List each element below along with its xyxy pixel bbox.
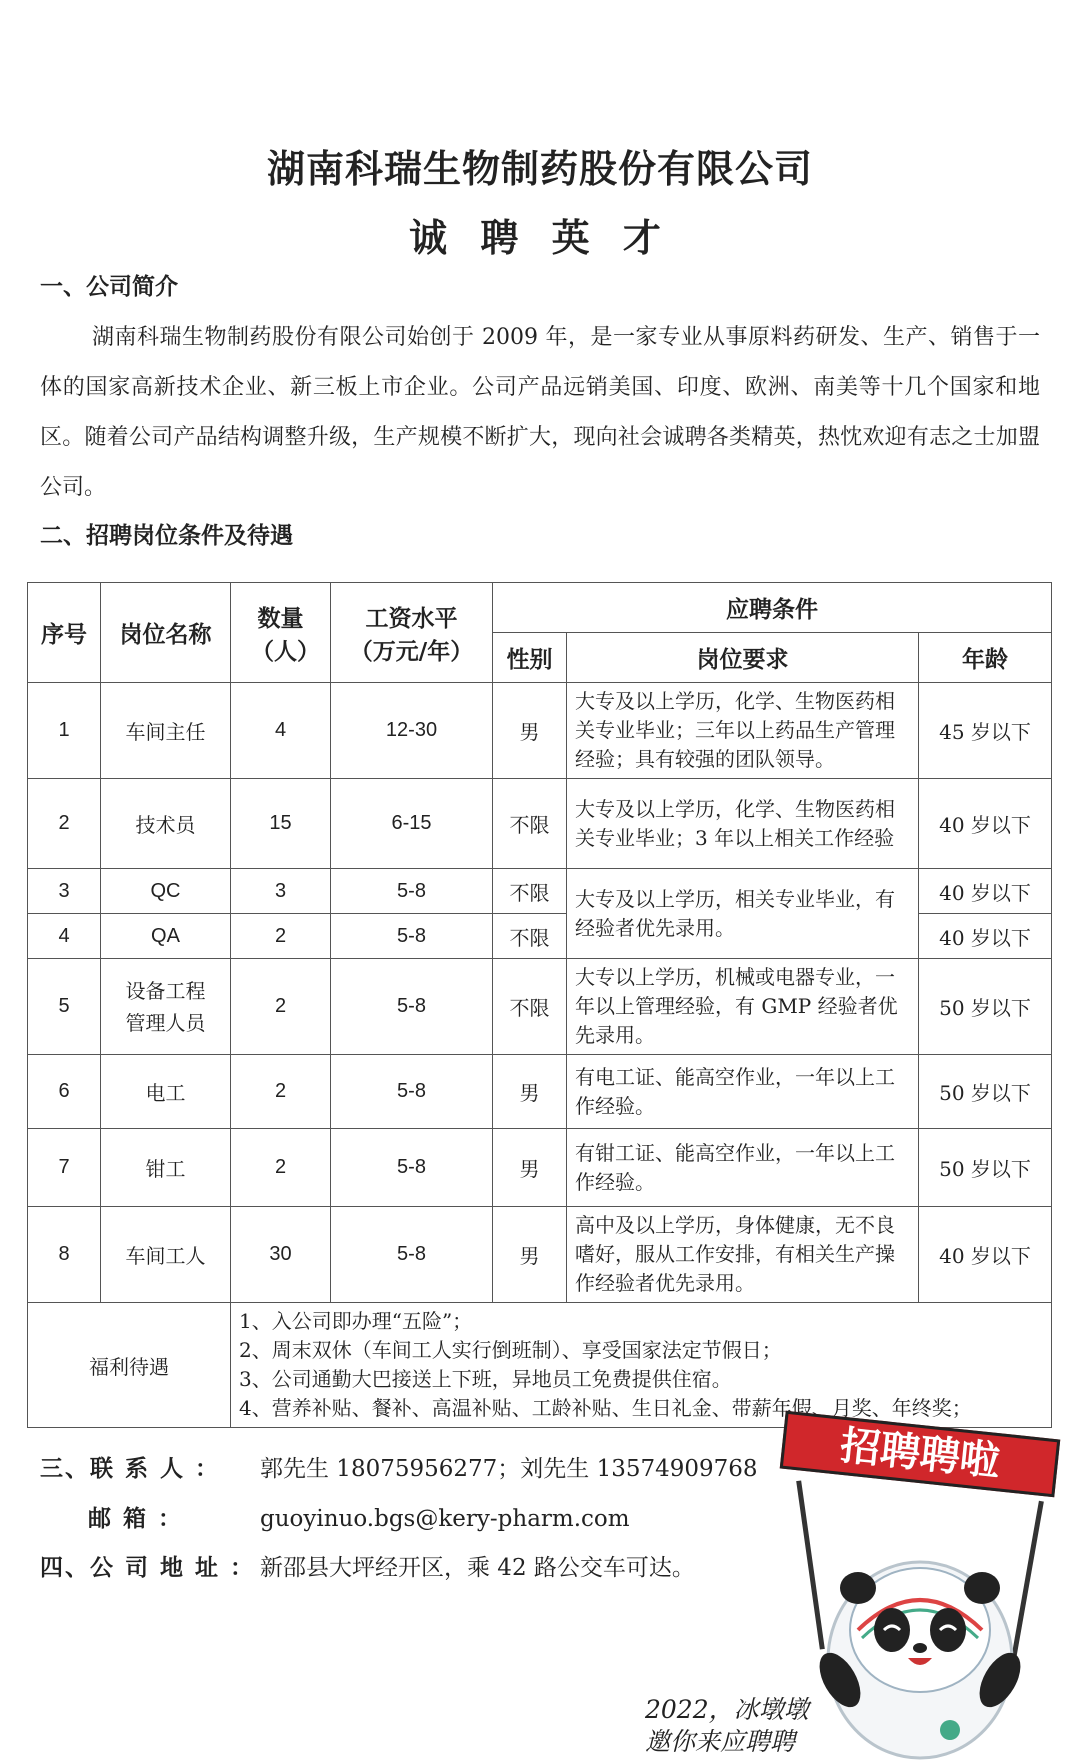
company-address (40, 1549, 695, 1582)
row-index: 1 (28, 683, 101, 779)
row-gender: 男 (493, 683, 567, 779)
jobs-table (27, 582, 1052, 1428)
row-position: QC (101, 869, 231, 914)
row-quantity: 2 (231, 1055, 331, 1129)
col-requirements-header: 岗位要求 (567, 633, 919, 683)
row-requirements: 有电工证、能高空作业，一年以上工作经验。 (567, 1055, 919, 1129)
contact-person-label: 三、联 系 人 ： (40, 1456, 221, 1482)
welfare-row (28, 1303, 1052, 1428)
table-row (28, 869, 1052, 914)
row-quantity: 3 (231, 869, 331, 914)
row-position: 设备工程管理人员 (101, 959, 231, 1055)
table-row (28, 1055, 1052, 1129)
row-gender: 男 (493, 1129, 567, 1207)
row-salary: 5-8 (331, 1129, 493, 1207)
welfare-label: 福利待遇 (28, 1303, 231, 1428)
row-salary: 5-8 (331, 914, 493, 959)
col-position-header: 岗位名称 (101, 583, 231, 683)
row-age: 40 岁以下 (919, 914, 1052, 959)
table-row (28, 1207, 1052, 1303)
row-quantity: 2 (231, 1129, 331, 1207)
col-salary-header: 工资水平（万元/年） (331, 583, 493, 683)
row-index: 3 (28, 869, 101, 914)
row-salary: 6-15 (331, 779, 493, 869)
row-gender: 男 (493, 1055, 567, 1129)
table-row (28, 959, 1052, 1055)
row-position: 钳工 (101, 1129, 231, 1207)
row-quantity: 2 (231, 959, 331, 1055)
row-gender: 不限 (493, 914, 567, 959)
row-age: 50 岁以下 (919, 1055, 1052, 1129)
col-quantity-header: 数量（人） (231, 583, 331, 683)
row-position: QA (101, 914, 231, 959)
panda-mascot-icon (800, 1530, 1040, 1762)
col-age-header: 年龄 (919, 633, 1052, 683)
intro-heading: 一、公司简介 (40, 274, 178, 300)
welfare-item: 1、入公司即办理“五险”； (239, 1309, 473, 1333)
row-requirements: 有钳工证、能高空作业，一年以上工作经验。 (567, 1129, 919, 1207)
row-index: 2 (28, 779, 101, 869)
mascot-caption-line2: 邀你来应聘聘 (645, 1727, 796, 1756)
row-index: 7 (28, 1129, 101, 1207)
address-label: 四、公 司 地 址 ： (40, 1555, 256, 1581)
recruitment-slogan: 诚 聘 英 才 (409, 216, 671, 260)
row-quantity: 30 (231, 1207, 331, 1303)
row-salary: 5-8 (331, 1207, 493, 1303)
welfare-item: 3、公司通勤大巴接送上下班，异地员工免费提供住宿。 (239, 1367, 732, 1391)
row-requirements: 大专及以上学历，化学、生物医药相关专业毕业；三年以上药品生产管理经验；具有较强的团队领导。 (567, 683, 919, 779)
intro-text: 湖南科瑞生物制药股份有限公司始创于 2009 年，是一家专业从事原料药研发、生产、销售于一体的国家高新技术企业、新三板上市企业。公司产品远销美国、印度、欧洲、南美等十几个国家和地区。随着公司产品结构调整升级，生产规模不断扩大，现向社会诚聘各类精英，热忱欢迎有志之士加盟公司。 (40, 325, 1040, 500)
row-age: 50 岁以下 (919, 1129, 1052, 1207)
row-age: 45 岁以下 (919, 683, 1052, 779)
recruit-sign: 招聘聘啦 (780, 1411, 1061, 1498)
contact-email-value[interactable]: guoyinuo.bgs@kery-pharm.com (260, 1506, 630, 1532)
table-row (28, 683, 1052, 779)
row-quantity: 15 (231, 779, 331, 869)
address-value: 新邵县大坪经开区，乘 42 路公交车可达。 (260, 1555, 695, 1581)
row-gender: 不限 (493, 869, 567, 914)
row-quantity: 4 (231, 683, 331, 779)
row-position: 技术员 (101, 779, 231, 869)
contact-person-value: 郭先生 18075956277；刘先生 13574909768 (260, 1456, 758, 1482)
jobs-heading: 二、招聘岗位条件及待遇 (40, 523, 293, 549)
welfare-list (231, 1303, 1052, 1428)
row-quantity: 2 (231, 914, 331, 959)
row-salary: 5-8 (331, 1055, 493, 1129)
row-age: 40 岁以下 (919, 869, 1052, 914)
row-index: 5 (28, 959, 101, 1055)
col-requirements-group-header: 应聘条件 (493, 583, 1052, 633)
row-salary: 12-30 (331, 683, 493, 779)
contact-person (40, 1450, 758, 1483)
row-index: 4 (28, 914, 101, 959)
col-gender-header: 性别 (493, 633, 567, 683)
row-index: 6 (28, 1055, 101, 1129)
row-position: 车间工人 (101, 1207, 231, 1303)
row-age: 50 岁以下 (919, 959, 1052, 1055)
row-position: 车间主任 (101, 683, 231, 779)
table-row (28, 779, 1052, 869)
row-requirements: 高中及以上学历，身体健康，无不良嗜好，服从工作安排，有相关生产操作经验者优先录用。 (567, 1207, 919, 1303)
contact-email-label: 邮 箱 ： (88, 1506, 184, 1532)
row-requirements: 大专及以上学历，相关专业毕业，有经验者优先录用。 (567, 869, 919, 959)
row-salary: 5-8 (331, 869, 493, 914)
welfare-item: 4、营养补贴、餐补、高温补贴、工龄补贴、生日礼金、带薪年假、月奖、年终奖； (239, 1396, 972, 1420)
table-row (28, 1129, 1052, 1207)
row-position: 电工 (101, 1055, 231, 1129)
row-gender: 男 (493, 1207, 567, 1303)
row-requirements: 大专以上学历，机械或电器专业，一年以上管理经验，有 GMP 经验者优先录用。 (567, 959, 919, 1055)
row-gender: 不限 (493, 779, 567, 869)
row-index: 8 (28, 1207, 101, 1303)
row-requirements: 大专及以上学历，化学、生物医药相关专业毕业；3 年以上相关工作经验 (567, 779, 919, 869)
company-title: 湖南科瑞生物制药股份有限公司 (266, 147, 813, 191)
row-age: 40 岁以下 (919, 779, 1052, 869)
row-age: 40 岁以下 (919, 1207, 1052, 1303)
row-gender: 不限 (493, 959, 567, 1055)
mascot-caption-line1: 2022，冰墩墩 (645, 1695, 809, 1724)
col-index-header: 序号 (28, 583, 101, 683)
welfare-item: 2、周末双休（车间工人实行倒班制）、享受国家法定节假日； (239, 1338, 782, 1362)
contact-email (40, 1500, 630, 1533)
row-salary: 5-8 (331, 959, 493, 1055)
